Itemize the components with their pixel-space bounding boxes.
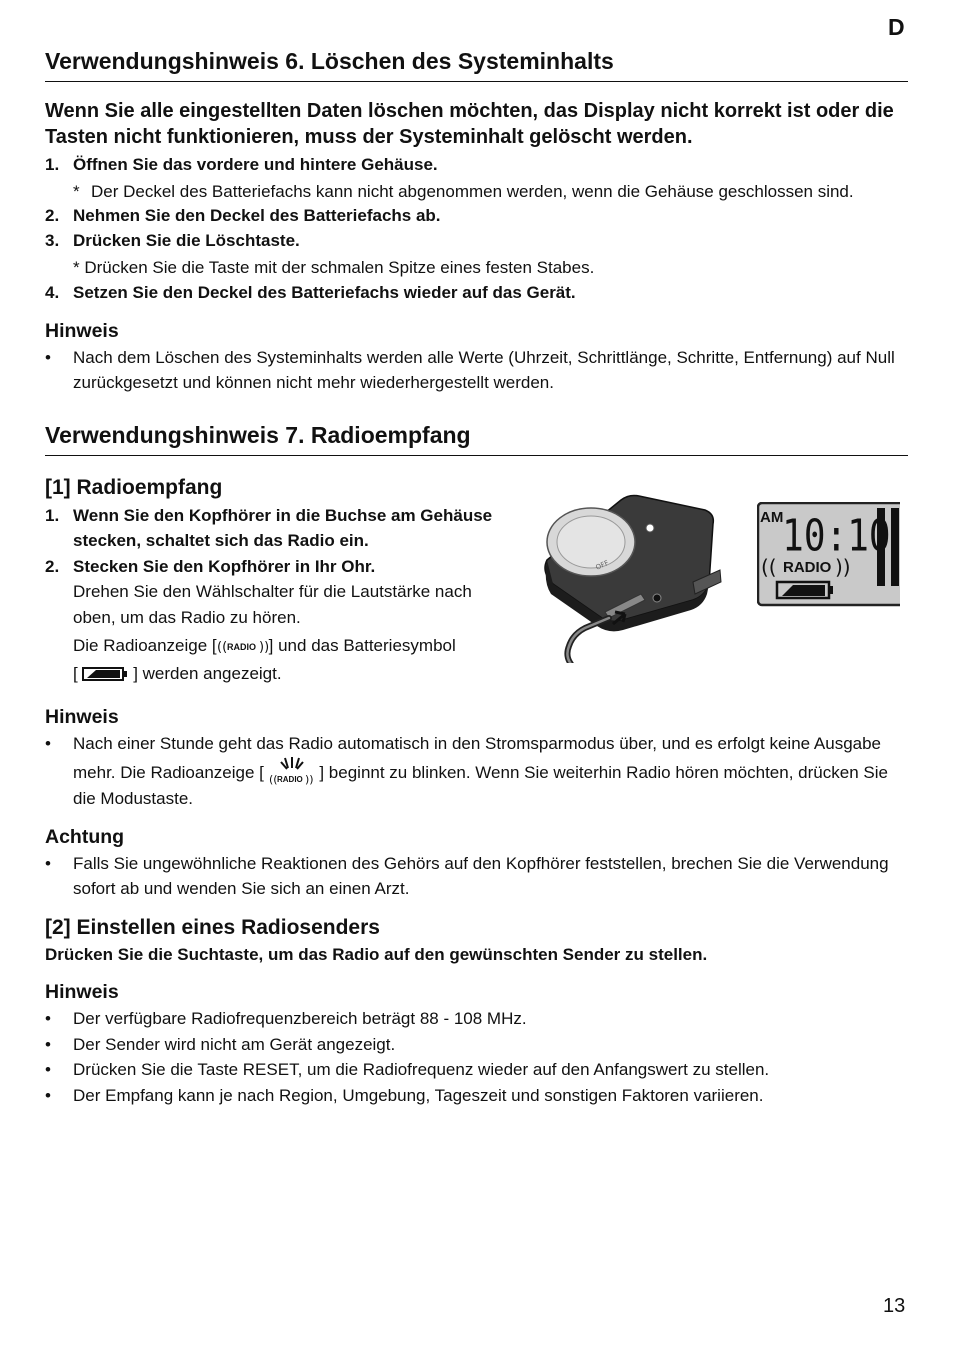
radio-block bbox=[45, 476, 908, 686]
section-6-lead: Wenn Sie alle eingestellten Daten löschen möchten, das Display nicht korrekt ist oder die Tasten nicht funktionieren, muss der Systeminhalt gelöscht werden. bbox=[45, 100, 894, 148]
note-star: * bbox=[73, 181, 80, 201]
dial-off-text: OFF bbox=[594, 558, 611, 572]
step-number: 2. bbox=[45, 556, 60, 576]
svg-text:((: (( bbox=[761, 554, 777, 579]
section-6-hinweis-list bbox=[45, 345, 908, 396]
note-text: Drücken Sie die Taste mit der schmalen Spitze eines festen Stabes. bbox=[84, 257, 595, 277]
achtung-list bbox=[45, 851, 908, 902]
list-item: • Der Sender wird nicht am Gerät angezeigt. bbox=[45, 1032, 908, 1058]
section-7-hinweis-title: Hinweis bbox=[45, 705, 119, 728]
step-text: Wenn Sie den Kopfhörer in die Buchse am Gehäuse stecken, schaltet sich das Radio ein. bbox=[73, 505, 493, 550]
sub1-title: [1] Radioempfang bbox=[45, 475, 223, 499]
step-3 bbox=[45, 228, 908, 280]
list-item: • Der Empfang kann je nach Region, Umgebung, Tageszeit und sonstigen Faktoren variieren. bbox=[45, 1083, 908, 1109]
svg-text:)): )) bbox=[258, 640, 269, 654]
step-1 bbox=[45, 152, 908, 203]
radio-icon-label: RADIO bbox=[276, 775, 303, 784]
radio-icon-label: RADIO bbox=[226, 642, 256, 652]
sub2-title: [2] Einstellen eines Radiosenders bbox=[45, 915, 380, 939]
note-text: Der Deckel des Batteriefachs kann nicht abgenommen werden, wenn die Gehäuse geschlossen sind. bbox=[91, 181, 854, 201]
section-6-hinweis-title: Hinweis bbox=[45, 319, 119, 342]
page-number: 13 bbox=[883, 1295, 906, 1317]
lcd-time: 10:10 bbox=[782, 510, 891, 561]
step-text: Nehmen Sie den Deckel des Batteriefachs ab. bbox=[73, 205, 441, 225]
svg-text:((: (( bbox=[268, 773, 278, 786]
radio-blink-icon bbox=[269, 756, 315, 786]
radio-line-text-a: Die Radioanzeige [ bbox=[73, 636, 217, 655]
step-number: 1. bbox=[45, 155, 60, 174]
list-item: • Der verfügbare Radiofrequenzbereich beträgt 88 - 108 MHz. bbox=[45, 1006, 908, 1032]
achtung-item: • Falls Sie ungewöhnliche Reaktionen des Gehörs auf den Kopfhörer feststellen, brechen Sie die Verwendung sofort ab und wenden Sie sich an einen Arzt. bbox=[45, 851, 908, 902]
list-item: • Drücken Sie die Taste RESET, um die Radiofrequenz wieder auf den Anfangswert zu stellen. bbox=[45, 1057, 908, 1083]
step-text: Setzen Sie den Deckel des Batteriefachs wieder auf das Gerät. bbox=[73, 283, 576, 302]
radio-line-text-b: ] und das Batteriesymbol bbox=[268, 636, 456, 655]
radio-step-1 bbox=[45, 503, 515, 554]
step-3-note bbox=[73, 255, 908, 281]
sub1-steps bbox=[45, 503, 515, 687]
step-number: 2. bbox=[45, 205, 60, 225]
step-1-note bbox=[45, 181, 908, 203]
radio-indicator-icon bbox=[217, 638, 269, 654]
step-text: Drücken Sie die Löschtaste. bbox=[73, 231, 300, 250]
step-number: 1. bbox=[45, 505, 60, 525]
battery-line bbox=[73, 661, 515, 687]
lcd-display-illustration bbox=[757, 502, 900, 608]
radio-device-illustration bbox=[525, 488, 725, 663]
battery-line-text-b: ] werden angezeigt. bbox=[133, 663, 282, 683]
hinweis-item bbox=[45, 731, 908, 812]
section-7-title: Verwendungshinweis 7. Radioempfang bbox=[45, 422, 908, 456]
language-tag: D bbox=[888, 14, 905, 40]
step-text: Stecken Sie den Kopfhörer in Ihr Ohr. bbox=[73, 556, 376, 576]
section-6-title: Verwendungshinweis 6. Löschen des Systeminhalts bbox=[45, 48, 908, 82]
svg-text:((: (( bbox=[216, 640, 227, 654]
section-6-steps bbox=[45, 152, 908, 306]
note-star: * bbox=[73, 257, 80, 277]
sub2-hinweis-list bbox=[45, 1006, 908, 1108]
radio-step-2 bbox=[45, 554, 515, 687]
achtung-title: Achtung bbox=[45, 825, 125, 848]
lcd-radio-label: RADIO bbox=[783, 558, 832, 576]
step-number: 3. bbox=[45, 231, 60, 250]
sub2-hinweis-title: Hinweis bbox=[45, 981, 119, 1003]
step-text: Öffnen Sie das vordere und hintere Gehäuse. bbox=[73, 155, 438, 174]
step-2-desc: Drehen Sie den Wählschalter für die Lautstärke nach oben, um das Radio zu hören. bbox=[73, 582, 472, 627]
section-7-hinweis-list bbox=[45, 731, 908, 812]
svg-text:)): )) bbox=[304, 773, 314, 786]
page-content bbox=[45, 48, 908, 1108]
lcd-am-label: AM bbox=[760, 508, 784, 526]
svg-text:)): )) bbox=[835, 554, 851, 579]
battery-icon bbox=[82, 666, 128, 682]
step-4 bbox=[45, 280, 908, 306]
sub2-lead: Drücken Sie die Suchtaste, um das Radio auf den gewünschten Sender zu stellen. bbox=[45, 944, 708, 964]
step-number: 4. bbox=[45, 283, 60, 302]
hinweis-text-a: Nach einer Stunde geht das Radio automatisch in den Stromsparmodus über, und es erfolgt keine Ausgabe mehr. Die Radioanzeige [ bbox=[73, 733, 882, 782]
radio-indicator-line bbox=[73, 633, 515, 659]
step-2 bbox=[45, 203, 908, 229]
hinweis-item: • Nach dem Löschen des Systeminhalts werden alle Werte (Uhrzeit, Schrittlänge, Schritte, Entfernung) auf Null zurückgesetzt und können nicht mehr wiederhergestellt werden. bbox=[45, 345, 908, 396]
hinweis-text-b: ] beginnt zu blinken. Wenn Sie weiterhin Radio hören möchten, drücken Sie die Modustaste. bbox=[73, 763, 888, 808]
battery-line-text-a: [ bbox=[73, 663, 78, 683]
